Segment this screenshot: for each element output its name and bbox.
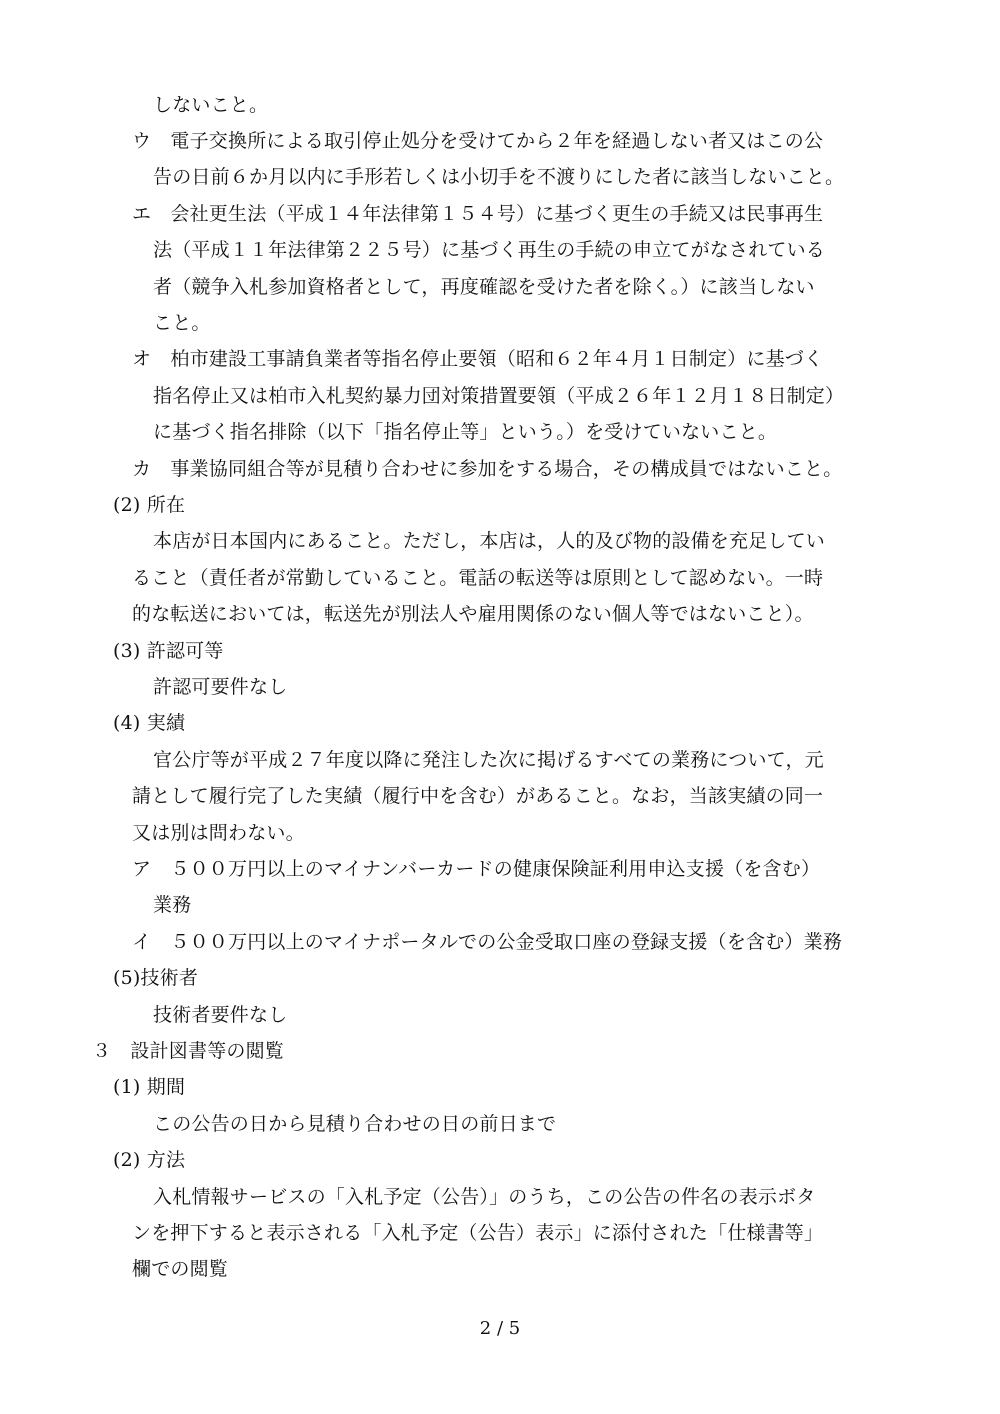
text-line: 業務: [153, 894, 192, 916]
text-line: ア ５００万円以上のマイナンバーカードの健康保険証利用申込支援（を含む）: [132, 858, 821, 880]
section-heading: (1) 期間: [113, 1076, 186, 1098]
section-heading: ３ 設計図書等の閲覧: [92, 1040, 285, 1062]
section-heading: (3) 許認可等: [113, 640, 224, 662]
text-line: オ 柏市建設工事請負業者等指名停止要領（昭和６２年４月１日制定）に基づく: [132, 348, 824, 370]
text-line: 官公庁等が平成２７年度以降に発注した次に掲げるすべての業務について，元: [153, 749, 824, 771]
text-line: 請として履行完了した実績（履行中を含む）があること。なお，当該実績の同一: [132, 785, 824, 807]
section-heading: (4) 実績: [113, 712, 186, 734]
text-line: この公告の日から見積り合わせの日の前日まで: [153, 1113, 557, 1135]
section-heading: (2) 所在: [113, 494, 186, 516]
section-heading: (2) 方法: [113, 1149, 186, 1171]
section-heading: (5)技術者: [113, 967, 199, 989]
text-line: に基づく指名排除（以下「指名停止等」という。）を受けていないこと。: [153, 421, 778, 443]
text-line: 指名停止又は柏市入札契約暴力団対策措置要領（平成２６年１２月１８日制定）: [153, 385, 845, 407]
page-number: 2 / 5: [479, 1318, 521, 1339]
text-line: イ ５００万円以上のマイナポータルでの公金受取口座の登録支援（を含む）業務: [132, 931, 843, 953]
text-line: 者（競争入札参加資格者として，再度確認を受けた者を除く。）に該当しない: [153, 276, 815, 298]
text-line: 告の日前６か月以内に手形若しくは小切手を不渡りにした者に該当しないこと。: [153, 166, 845, 188]
text-line: カ 事業協同組合等が見積り合わせに参加をする場合，その構成員ではないこと。: [132, 458, 843, 480]
text-line: エ 会社更生法（平成１４年法律第１５４号）に基づく更生の手続又は民事再生: [132, 203, 824, 225]
text-line: ンを押下すると表示される「入札予定（公告）表示」に添付された「仕様書等」: [132, 1222, 824, 1244]
text-line: しないこと。: [153, 94, 269, 116]
text-line: 技術者要件なし: [153, 1004, 288, 1026]
text-line: ウ 電子交換所による取引停止処分を受けてから２年を経過しない者又はこの公: [132, 130, 824, 152]
text-line: 又は別は問わない。: [132, 822, 305, 844]
text-line: 法（平成１１年法律第２２５号）に基づく再生の手続の申立てがなされている: [153, 239, 826, 261]
text-line: 欄での閲覧: [132, 1258, 229, 1280]
text-line: 入札情報サービスの「入札予定（公告）」のうち，この公告の件名の表示ボタ: [153, 1186, 816, 1208]
text-line: 的な転送においては，転送先が別法人や雇用関係のない個人等ではないこと）。: [132, 603, 814, 625]
text-line: こと。: [153, 312, 211, 334]
text-line: 本店が日本国内にあること。ただし，本店は，人的及び物的設備を充足してい: [153, 530, 826, 552]
text-line: 許認可要件なし: [153, 676, 288, 698]
text-line: ること（責任者が常勤していること。電話の転送等は原則として認めない。一時: [132, 567, 824, 589]
